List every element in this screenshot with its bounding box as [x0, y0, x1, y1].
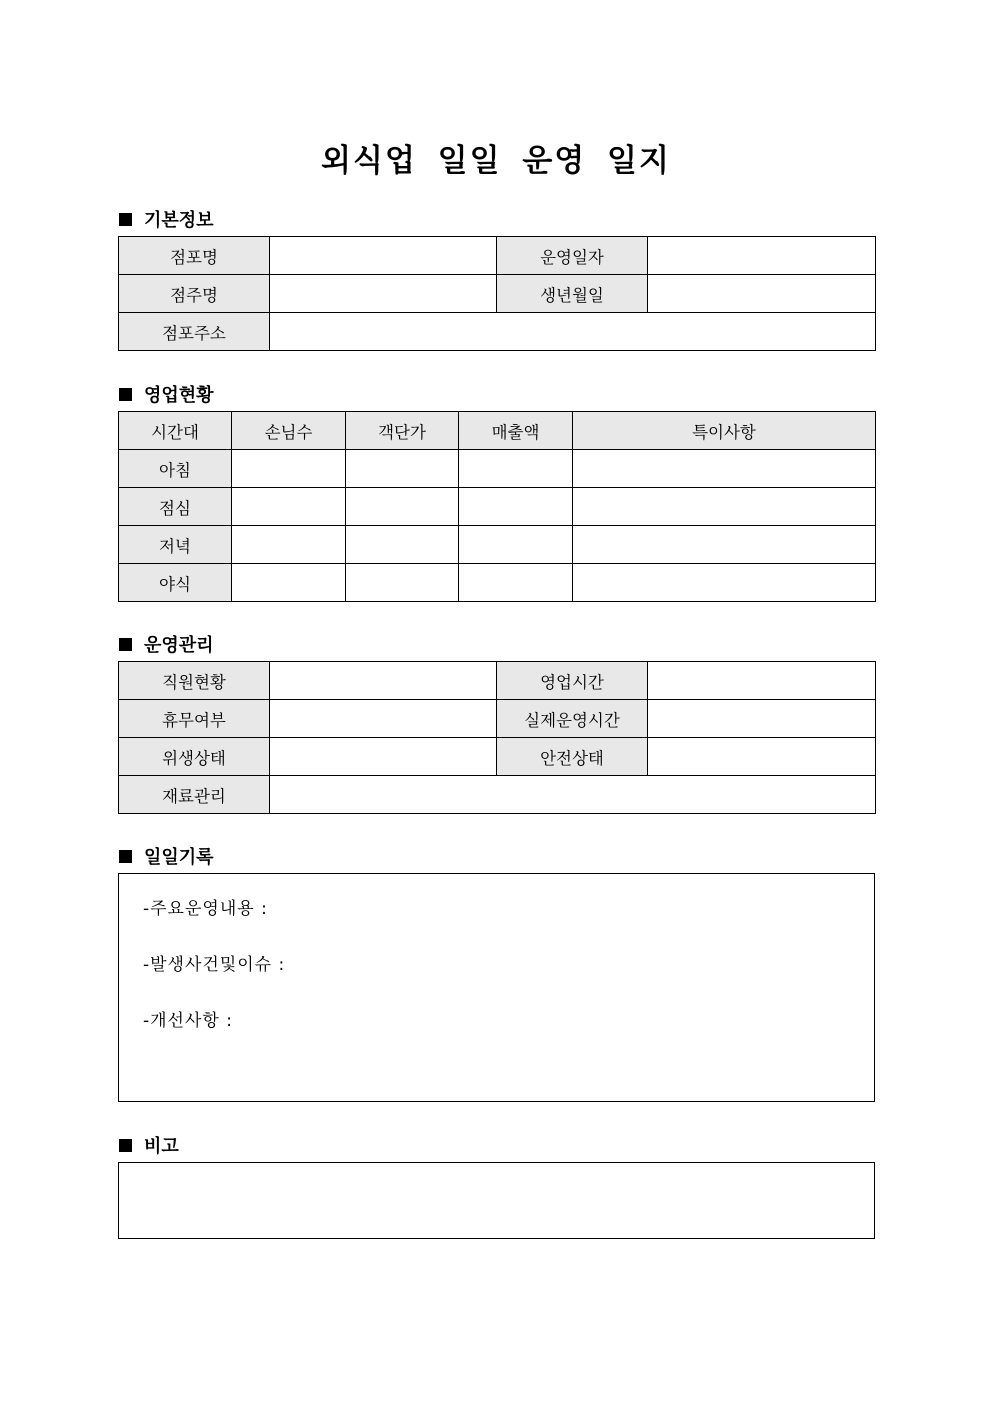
section-title-ops — [119, 631, 214, 657]
customers-cell[interactable] — [232, 526, 346, 564]
materials-field[interactable] — [270, 776, 876, 814]
table-row — [119, 662, 876, 700]
ops-table — [118, 661, 876, 814]
actual-hours-field[interactable] — [648, 700, 876, 738]
store-name-field[interactable] — [270, 237, 497, 275]
section-title-sales — [119, 381, 214, 407]
birth-field[interactable] — [648, 275, 876, 313]
header-notes: 특이사항 — [573, 412, 876, 450]
address-label: 점포주소 — [119, 313, 270, 351]
section-label: 기본정보 — [144, 210, 214, 231]
header-revenue: 매출액 — [459, 412, 573, 450]
revenue-cell[interactable] — [459, 450, 573, 488]
main-operations-label: -주요운영내용 : — [143, 899, 268, 919]
section-title-remarks — [119, 1132, 179, 1158]
section-label: 일일기록 — [144, 847, 214, 868]
avg-price-cell[interactable] — [346, 526, 459, 564]
avg-price-cell[interactable] — [346, 564, 459, 602]
basic-info-table — [118, 236, 876, 351]
row-label-dinner: 저녁 — [119, 526, 232, 564]
table-row — [119, 313, 876, 351]
square-bullet-icon — [119, 638, 132, 651]
header-avg-price: 객단가 — [346, 412, 459, 450]
sales-table — [118, 411, 876, 602]
document-title: 외식업 일일 운영 일지 — [321, 143, 671, 179]
section-label: 운영관리 — [144, 635, 214, 656]
table-row — [119, 488, 876, 526]
table-row — [119, 237, 876, 275]
square-bullet-icon — [119, 213, 132, 226]
section-title-daily — [119, 843, 214, 869]
staff-field[interactable] — [270, 662, 497, 700]
customers-cell[interactable] — [232, 488, 346, 526]
row-label-morning: 아침 — [119, 450, 232, 488]
hours-field[interactable] — [648, 662, 876, 700]
op-date-label: 운영일자 — [497, 237, 648, 275]
customers-cell[interactable] — [232, 564, 346, 602]
table-row — [119, 450, 876, 488]
actual-hours-label: 실제운영시간 — [497, 700, 648, 738]
remarks-box[interactable] — [118, 1162, 875, 1239]
table-header-row — [119, 412, 876, 450]
incidents-label: -발생사건및이슈 : — [143, 955, 286, 975]
row-label-late-night: 야식 — [119, 564, 232, 602]
owner-label: 점주명 — [119, 275, 270, 313]
revenue-cell[interactable] — [459, 564, 573, 602]
closed-field[interactable] — [270, 700, 497, 738]
section-label: 비고 — [144, 1136, 179, 1157]
table-row — [119, 738, 876, 776]
section-label: 영업현황 — [144, 385, 214, 406]
notes-cell[interactable] — [573, 526, 876, 564]
revenue-cell[interactable] — [459, 526, 573, 564]
square-bullet-icon — [119, 388, 132, 401]
store-name-label: 점포명 — [119, 237, 270, 275]
square-bullet-icon — [119, 1139, 132, 1152]
safety-field[interactable] — [648, 738, 876, 776]
birth-label: 생년월일 — [497, 275, 648, 313]
square-bullet-icon — [119, 850, 132, 863]
hygiene-label: 위생상태 — [119, 738, 270, 776]
notes-cell[interactable] — [573, 450, 876, 488]
customers-cell[interactable] — [232, 450, 346, 488]
avg-price-cell[interactable] — [346, 488, 459, 526]
table-row — [119, 275, 876, 313]
owner-field[interactable] — [270, 275, 497, 313]
op-date-field[interactable] — [648, 237, 876, 275]
notes-cell[interactable] — [573, 564, 876, 602]
daily-record-box[interactable] — [118, 873, 875, 1102]
staff-label: 직원현황 — [119, 662, 270, 700]
hours-label: 영업시간 — [497, 662, 648, 700]
table-row — [119, 700, 876, 738]
improvements-label: -개선사항 : — [143, 1011, 233, 1031]
header-time: 시간대 — [119, 412, 232, 450]
table-row — [119, 526, 876, 564]
hygiene-field[interactable] — [270, 738, 497, 776]
table-row — [119, 564, 876, 602]
notes-cell[interactable] — [573, 488, 876, 526]
header-customers: 손님수 — [232, 412, 346, 450]
section-title-basic — [119, 206, 214, 232]
table-row — [119, 776, 876, 814]
closed-label: 휴무여부 — [119, 700, 270, 738]
row-label-lunch: 점심 — [119, 488, 232, 526]
materials-label: 재료관리 — [119, 776, 270, 814]
revenue-cell[interactable] — [459, 488, 573, 526]
safety-label: 안전상태 — [497, 738, 648, 776]
address-field[interactable] — [270, 313, 876, 351]
avg-price-cell[interactable] — [346, 450, 459, 488]
